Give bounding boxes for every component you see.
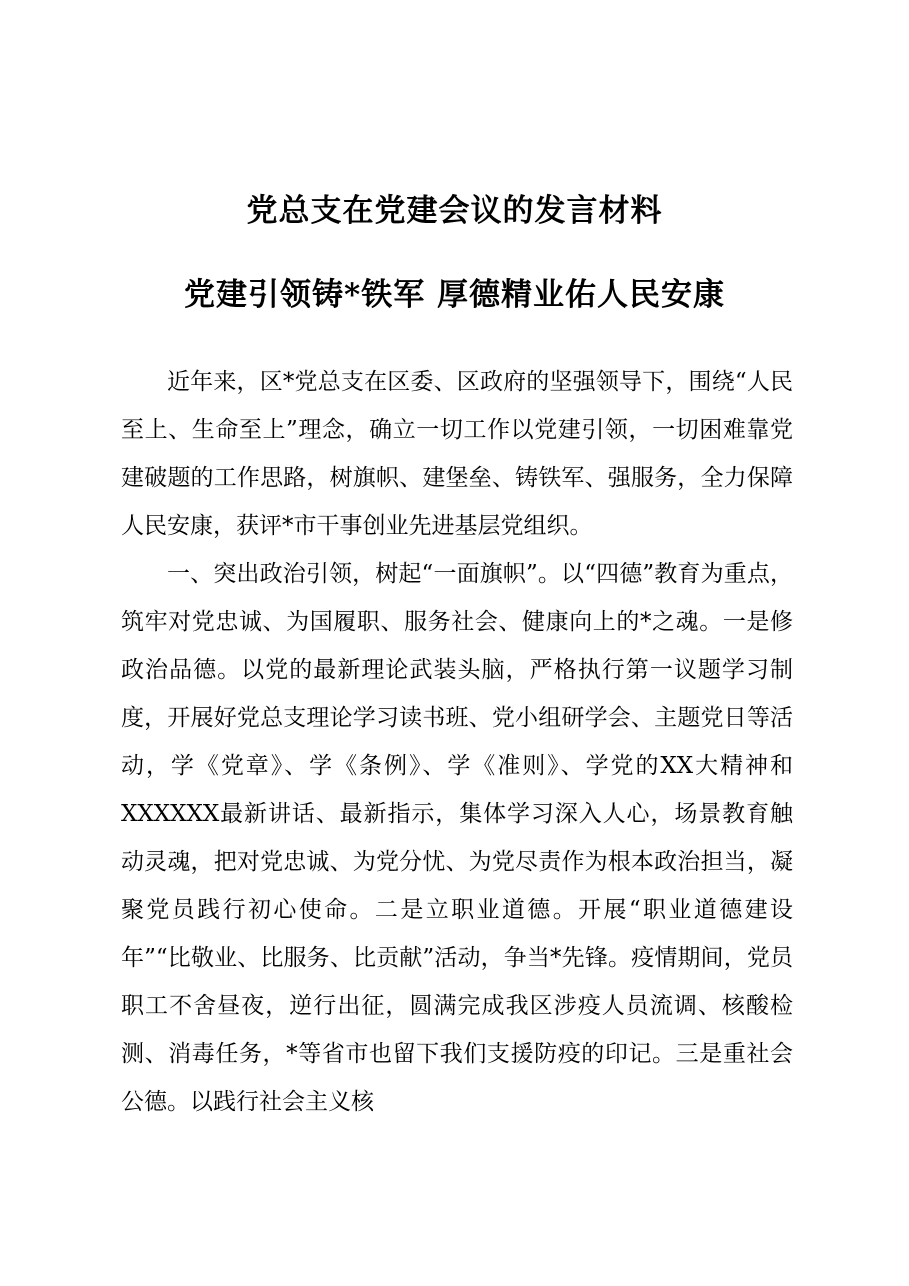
paragraph-section-one: 一、突出政治引领，树起“一面旗帜”。以“四德”教育为重点，筑牢对党忠诚、为国履职、服务社会、健康向上的*之魂。一是修政治品德。以党的最新理论武装头脑，严格执行第一议题学习制度，开展好党总支理论学习读书班、党小组研学会、主题党日等活动，学《党章》、学《条例》、学《准则》、学党的XX大精神和XXXXXX最新讲话、最新指示，集体学习深入人心，场景教育触动灵魂，把对党忠诚、为党分忧、为党尽责作为根本政治担当，凝聚党员践行初心使命。二是立职业道德。开展“职业道德建设年”“比敬业、比服务、比贡献”活动，争当*先锋。疫情期间，党员职工不舍昼夜，逆行出征，圆满完成我区涉疫人员流调、核酸检测、消毒任务，*等省市也留下我们支援防疫的印记。三是重社会公德。以践行社会主义核 (121, 561, 793, 1115)
document-body (121, 358, 793, 1126)
paragraph-intro: 近年来，区*党总支在区委、区政府的坚强领导下，围绕“人民至上、生命至上”理念，确立一切工作以党建引领，一切困难靠党建破题的工作思路，树旗帜、建堡垒、铸铁军、强服务，全力保障人民安康，获评*市干事创业先进基层党组织。 (121, 369, 793, 539)
document-title: 党总支在党建会议的发言材料 (246, 193, 663, 229)
document-subtitle: 党建引领铸*铁军 厚德精业佑人民安康 (183, 277, 725, 313)
